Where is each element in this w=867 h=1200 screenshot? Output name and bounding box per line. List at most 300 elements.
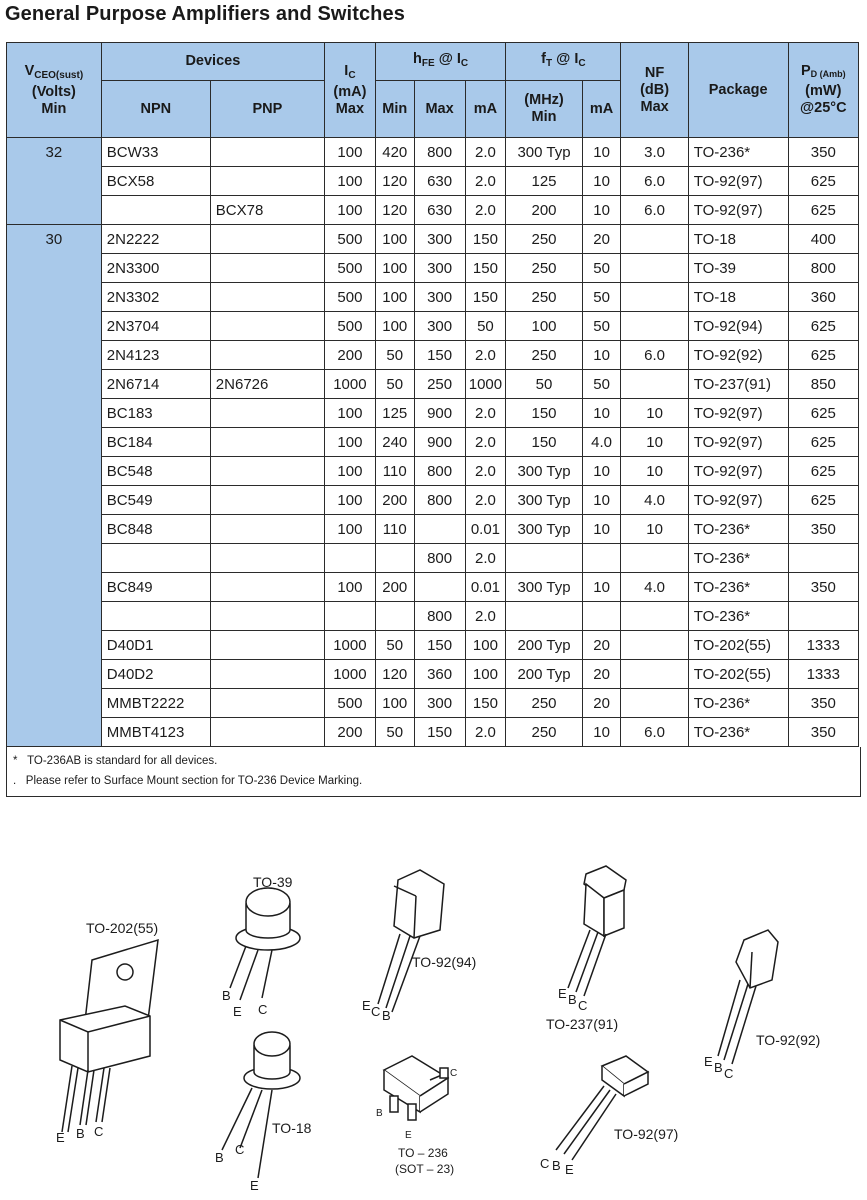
cell-hmin: 200 [375, 573, 414, 602]
cell-hmin: 100 [375, 254, 414, 283]
cell-pkg: TO-236* [688, 602, 788, 631]
cell-pkg: TO-236* [688, 515, 788, 544]
cell-nf [621, 689, 688, 718]
cell-pd: 625 [788, 167, 858, 196]
cell-pkg: TO-92(97) [688, 486, 788, 515]
cell-fma: 10 [582, 138, 621, 167]
cell-hma: 100 [465, 631, 506, 660]
cell-pkg: TO-202(55) [688, 660, 788, 689]
cell-hma: 2.0 [465, 196, 506, 225]
cell-pkg: TO-92(97) [688, 167, 788, 196]
cell-fma: 50 [582, 312, 621, 341]
cell-ic: 100 [324, 167, 375, 196]
cell-pnp: BCX78 [210, 196, 324, 225]
cell-hmax: 800 [414, 138, 465, 167]
cell-nf: 6.0 [621, 341, 688, 370]
cell-pd: 400 [788, 225, 858, 254]
cell-pnp [210, 457, 324, 486]
cell-fma: 4.0 [582, 428, 621, 457]
cell-pd: 625 [788, 399, 858, 428]
cell-fma: 10 [582, 718, 621, 747]
cell-pd: 850 [788, 370, 858, 399]
cell-pnp [210, 544, 324, 573]
cell-npn: BCW33 [101, 138, 210, 167]
cell-ft: 250 [506, 341, 582, 370]
cell-npn: 2N2222 [101, 225, 210, 254]
cell-nf: 6.0 [621, 167, 688, 196]
to236-pin-b: B [376, 1108, 383, 1119]
header-nf: NF (dB) Max [621, 43, 688, 138]
to18-pin-c: C [235, 1142, 245, 1157]
to9292-label: TO-92(92) [756, 1032, 821, 1048]
cell-hma: 2.0 [465, 138, 506, 167]
cell-hmin: 50 [375, 370, 414, 399]
cell-npn: 2N3704 [101, 312, 210, 341]
cell-pd: 350 [788, 138, 858, 167]
package-drawings [0, 840, 867, 1200]
cell-pd: 350 [788, 718, 858, 747]
cell-ft: 200 Typ [506, 660, 582, 689]
table-row [7, 167, 859, 196]
cell-fma: 10 [582, 515, 621, 544]
cell-hma: 50 [465, 312, 506, 341]
cell-fma: 20 [582, 225, 621, 254]
to236-pin-e: E [405, 1130, 412, 1141]
cell-pnp [210, 312, 324, 341]
cell-ic: 100 [324, 428, 375, 457]
cell-pkg: TO-92(92) [688, 341, 788, 370]
cell-pnp [210, 399, 324, 428]
cell-hma: 2.0 [465, 341, 506, 370]
cell-hma: 2.0 [465, 399, 506, 428]
cell-ft: 250 [506, 254, 582, 283]
cell-ft: 125 [506, 167, 582, 196]
cell-hma: 2.0 [465, 602, 506, 631]
table-row [7, 660, 859, 689]
cell-pnp [210, 341, 324, 370]
cell-npn: D40D2 [101, 660, 210, 689]
cell-hmax: 300 [414, 689, 465, 718]
to18-pin-b: B [215, 1150, 224, 1165]
table-row [7, 225, 859, 254]
header-ft: $f_T$ @ $I_C$ [506, 43, 621, 81]
to39-pin-b: B [222, 988, 231, 1003]
header-hfe-min: Min [375, 81, 414, 138]
cell-pnp [210, 283, 324, 312]
cell-ic: 500 [324, 225, 375, 254]
cell-hmax: 300 [414, 283, 465, 312]
cell-ft: 100 [506, 312, 582, 341]
cell-hmin: 120 [375, 167, 414, 196]
cell-fma: 20 [582, 631, 621, 660]
to9292-pin-e: E [704, 1054, 713, 1069]
cell-hmin: 420 [375, 138, 414, 167]
table-row [7, 428, 859, 457]
cell-hmin: 100 [375, 689, 414, 718]
cell-pnp [210, 428, 324, 457]
cell-ic: 100 [324, 486, 375, 515]
to202-pin-c: C [94, 1124, 104, 1139]
to236-pin-c: C [450, 1068, 458, 1079]
cell-nf [621, 544, 688, 573]
cell-fma: 10 [582, 399, 621, 428]
cell-ft: 250 [506, 718, 582, 747]
cell-ic: 100 [324, 138, 375, 167]
to39-label: TO-39 [253, 874, 293, 890]
to9292-pin-c: C [724, 1066, 734, 1081]
cell-fma: 20 [582, 689, 621, 718]
cell-ft: 50 [506, 370, 582, 399]
cell-hma: 2.0 [465, 428, 506, 457]
cell-pnp: 2N6726 [210, 370, 324, 399]
cell-pd: 360 [788, 283, 858, 312]
cell-hmax: 900 [414, 428, 465, 457]
table-row [7, 457, 859, 486]
cell-hmin: 110 [375, 515, 414, 544]
cell-pnp [210, 515, 324, 544]
cell-pnp [210, 689, 324, 718]
cell-pkg: TO-92(97) [688, 428, 788, 457]
table-row [7, 138, 859, 167]
table-row [7, 515, 859, 544]
cell-nf [621, 312, 688, 341]
page-title: General Purpose Amplifiers and Switches [5, 3, 405, 25]
cell-hmin [375, 544, 414, 573]
header-vceo: $V_{CEO(sust)}$ (Volts) Min [7, 43, 102, 138]
header-pnp: PNP [210, 81, 324, 138]
cell-pkg: TO-237(91) [688, 370, 788, 399]
to9297-label: TO-92(97) [614, 1126, 679, 1142]
cell-ft: 200 [506, 196, 582, 225]
header-hfe-ma: mA [465, 81, 506, 138]
cell-pd: 625 [788, 312, 858, 341]
table-row [7, 689, 859, 718]
cell-nf: 6.0 [621, 196, 688, 225]
cell-hmin: 100 [375, 312, 414, 341]
cell-fma: 10 [582, 457, 621, 486]
cell-hma: 150 [465, 689, 506, 718]
cell-ft: 300 Typ [506, 515, 582, 544]
to202-pin-b: B [76, 1126, 85, 1141]
cell-pkg: TO-92(97) [688, 399, 788, 428]
cell-npn: 2N3302 [101, 283, 210, 312]
cell-hmin: 200 [375, 486, 414, 515]
cell-ic [324, 602, 375, 631]
cell-npn: BC184 [101, 428, 210, 457]
cell-pnp [210, 254, 324, 283]
to202-drawing [60, 940, 158, 1132]
cell-pkg: TO-236* [688, 689, 788, 718]
cell-pd: 625 [788, 428, 858, 457]
cell-hmax: 800 [414, 544, 465, 573]
cell-ft: 150 [506, 428, 582, 457]
header-ic: $I_C$ (mA) Max [324, 43, 375, 138]
cell-npn: 2N3300 [101, 254, 210, 283]
cell-npn: BC848 [101, 515, 210, 544]
cell-ic: 1000 [324, 631, 375, 660]
cell-hma: 2.0 [465, 486, 506, 515]
cell-pd [788, 544, 858, 573]
table-row [7, 631, 859, 660]
table-row [7, 341, 859, 370]
header-hfe-max: Max [414, 81, 465, 138]
table-row [7, 544, 859, 573]
cell-nf: 6.0 [621, 718, 688, 747]
to39-pin-e: E [233, 1004, 242, 1019]
to39-drawing [230, 888, 300, 1000]
cell-hmin: 50 [375, 341, 414, 370]
to9297-pin-c: C [540, 1156, 550, 1171]
cell-nf: 4.0 [621, 486, 688, 515]
header-devices: Devices [101, 43, 324, 81]
cell-fma: 50 [582, 254, 621, 283]
cell-nf [621, 283, 688, 312]
cell-npn [101, 544, 210, 573]
cell-nf: 3.0 [621, 138, 688, 167]
cell-pnp [210, 718, 324, 747]
cell-npn: BC549 [101, 486, 210, 515]
cell-pd: 625 [788, 486, 858, 515]
to202-pin-e: E [56, 1130, 65, 1145]
cell-hma: 0.01 [465, 573, 506, 602]
cell-hmin: 100 [375, 283, 414, 312]
header-ft-mhz: (MHz) Min [506, 81, 582, 138]
cell-hmax: 150 [414, 718, 465, 747]
cell-npn [101, 196, 210, 225]
cell-fma: 50 [582, 370, 621, 399]
spec-table [6, 42, 859, 747]
cell-fma: 10 [582, 573, 621, 602]
cell-ic: 500 [324, 312, 375, 341]
cell-ic [324, 544, 375, 573]
to18-drawing [222, 1032, 300, 1178]
spec-table-body [7, 138, 859, 747]
to9297-pin-b: B [552, 1158, 561, 1173]
table-row [7, 486, 859, 515]
cell-ft: 300 Typ [506, 486, 582, 515]
cell-npn: BCX58 [101, 167, 210, 196]
cell-ic: 200 [324, 341, 375, 370]
cell-nf [621, 602, 688, 631]
cell-npn: MMBT2222 [101, 689, 210, 718]
cell-pd: 350 [788, 573, 858, 602]
cell-hma: 2.0 [465, 718, 506, 747]
cell-hmin: 120 [375, 196, 414, 225]
cell-fma: 20 [582, 660, 621, 689]
cell-fma: 10 [582, 486, 621, 515]
cell-hmax: 150 [414, 631, 465, 660]
cell-pkg: TO-236* [688, 138, 788, 167]
table-row [7, 283, 859, 312]
to9294-pin-c: C [371, 1004, 381, 1019]
cell-hmax [414, 515, 465, 544]
cell-npn: MMBT4123 [101, 718, 210, 747]
cell-hmax: 300 [414, 225, 465, 254]
cell-nf [621, 225, 688, 254]
spec-table-wrap [6, 42, 859, 797]
cell-ft: 250 [506, 225, 582, 254]
footnote-surface-mount: . Please refer to Surface Mount section for TO-236 Device Marking. [13, 775, 363, 787]
cell-pd: 800 [788, 254, 858, 283]
cell-ft: 250 [506, 689, 582, 718]
cell-hmax: 900 [414, 399, 465, 428]
table-row [7, 718, 859, 747]
cell-pkg: TO-18 [688, 283, 788, 312]
cell-nf [621, 631, 688, 660]
header-pd: PD (Amb) (mW) @25°C [788, 43, 858, 138]
cell-hmax: 250 [414, 370, 465, 399]
cell-hmin: 240 [375, 428, 414, 457]
cell-ft: 300 Typ [506, 138, 582, 167]
cell-pd: 625 [788, 457, 858, 486]
to9292-pin-b: B [714, 1060, 723, 1075]
cell-ft: 300 Typ [506, 573, 582, 602]
cell-pkg: TO-18 [688, 225, 788, 254]
cell-ic: 100 [324, 196, 375, 225]
cell-pkg: TO-39 [688, 254, 788, 283]
cell-hma: 150 [465, 225, 506, 254]
cell-pkg: TO-202(55) [688, 631, 788, 660]
cell-npn: 2N6714 [101, 370, 210, 399]
cell-hma: 2.0 [465, 544, 506, 573]
cell-hmin: 110 [375, 457, 414, 486]
cell-pnp [210, 660, 324, 689]
to18-pin-e: E [250, 1178, 259, 1193]
cell-npn: 2N4123 [101, 341, 210, 370]
cell-hmax: 800 [414, 486, 465, 515]
cell-ic: 500 [324, 689, 375, 718]
cell-npn: BC548 [101, 457, 210, 486]
to9297-pin-e: E [565, 1162, 574, 1177]
to9294-pin-e: E [362, 998, 371, 1013]
cell-pnp [210, 631, 324, 660]
cell-pd: 350 [788, 515, 858, 544]
cell-nf [621, 370, 688, 399]
to236-label: TO – 236 [398, 1146, 448, 1160]
footnotes [6, 747, 861, 797]
cell-pd: 1333 [788, 660, 858, 689]
cell-hmin [375, 602, 414, 631]
cell-pd: 350 [788, 689, 858, 718]
cell-pnp [210, 167, 324, 196]
vceo-cell: 30 [7, 225, 102, 747]
vceo-cell: 32 [7, 138, 102, 225]
cell-ft: 150 [506, 399, 582, 428]
to9294-pin-b: B [382, 1008, 391, 1023]
cell-nf [621, 254, 688, 283]
to237-label: TO-237(91) [546, 1016, 619, 1032]
cell-hma: 100 [465, 660, 506, 689]
cell-ic: 500 [324, 254, 375, 283]
to236-drawing [384, 1056, 448, 1120]
cell-hmax: 800 [414, 602, 465, 631]
cell-hma: 150 [465, 283, 506, 312]
cell-hmin: 125 [375, 399, 414, 428]
cell-fma: 10 [582, 341, 621, 370]
to39-pin-c: C [258, 1002, 268, 1017]
cell-ic: 100 [324, 457, 375, 486]
header-hfe: $h_{FE}$ @ $I_C$ [375, 43, 505, 81]
to9297-drawing [556, 1056, 648, 1160]
cell-hmax: 630 [414, 196, 465, 225]
cell-hmax: 300 [414, 254, 465, 283]
cell-ft [506, 544, 582, 573]
cell-npn: BC183 [101, 399, 210, 428]
to236-sot-label: (SOT – 23) [395, 1162, 455, 1176]
cell-fma: 50 [582, 283, 621, 312]
cell-hmax: 630 [414, 167, 465, 196]
to9294-label: TO-92(94) [412, 954, 477, 970]
header-npn: NPN [101, 81, 210, 138]
cell-ic: 100 [324, 515, 375, 544]
to237-pin-c: C [578, 998, 588, 1013]
cell-hmax: 300 [414, 312, 465, 341]
footnote-star: * TO-236AB is standard for all devices. [13, 755, 218, 767]
to237-pin-b: B [568, 992, 577, 1007]
to237-drawing [568, 866, 626, 996]
cell-npn [101, 602, 210, 631]
cell-pkg: TO-92(97) [688, 457, 788, 486]
table-row [7, 254, 859, 283]
cell-nf: 10 [621, 515, 688, 544]
cell-ft: 200 Typ [506, 631, 582, 660]
cell-ic: 1000 [324, 660, 375, 689]
cell-npn: D40D1 [101, 631, 210, 660]
cell-ft: 300 Typ [506, 457, 582, 486]
table-row [7, 196, 859, 225]
cell-fma: 10 [582, 167, 621, 196]
cell-ic: 1000 [324, 370, 375, 399]
cell-hmin: 50 [375, 631, 414, 660]
cell-nf: 4.0 [621, 573, 688, 602]
cell-nf [621, 660, 688, 689]
cell-pkg: TO-236* [688, 573, 788, 602]
cell-hma: 150 [465, 254, 506, 283]
table-row [7, 399, 859, 428]
cell-pnp [210, 573, 324, 602]
table-row [7, 370, 859, 399]
cell-hmax: 800 [414, 457, 465, 486]
cell-fma [582, 602, 621, 631]
cell-pkg: TO-92(97) [688, 196, 788, 225]
header-package: Package [688, 43, 788, 138]
cell-fma: 10 [582, 196, 621, 225]
cell-hma: 2.0 [465, 167, 506, 196]
cell-pd: 625 [788, 196, 858, 225]
cell-pnp [210, 486, 324, 515]
cell-hmax [414, 573, 465, 602]
cell-npn: BC849 [101, 573, 210, 602]
to202-label: TO-202(55) [86, 920, 159, 936]
table-row [7, 602, 859, 631]
cell-ic: 100 [324, 399, 375, 428]
cell-ft [506, 602, 582, 631]
cell-hmin: 100 [375, 225, 414, 254]
cell-hmax: 360 [414, 660, 465, 689]
cell-hmin: 50 [375, 718, 414, 747]
cell-ic: 100 [324, 573, 375, 602]
cell-pd [788, 602, 858, 631]
cell-hmin: 120 [375, 660, 414, 689]
table-row [7, 312, 859, 341]
cell-nf: 10 [621, 457, 688, 486]
cell-hma: 1000 [465, 370, 506, 399]
cell-hmax: 150 [414, 341, 465, 370]
cell-pkg: TO-236* [688, 544, 788, 573]
cell-ic: 500 [324, 283, 375, 312]
cell-pnp [210, 225, 324, 254]
cell-nf: 10 [621, 428, 688, 457]
